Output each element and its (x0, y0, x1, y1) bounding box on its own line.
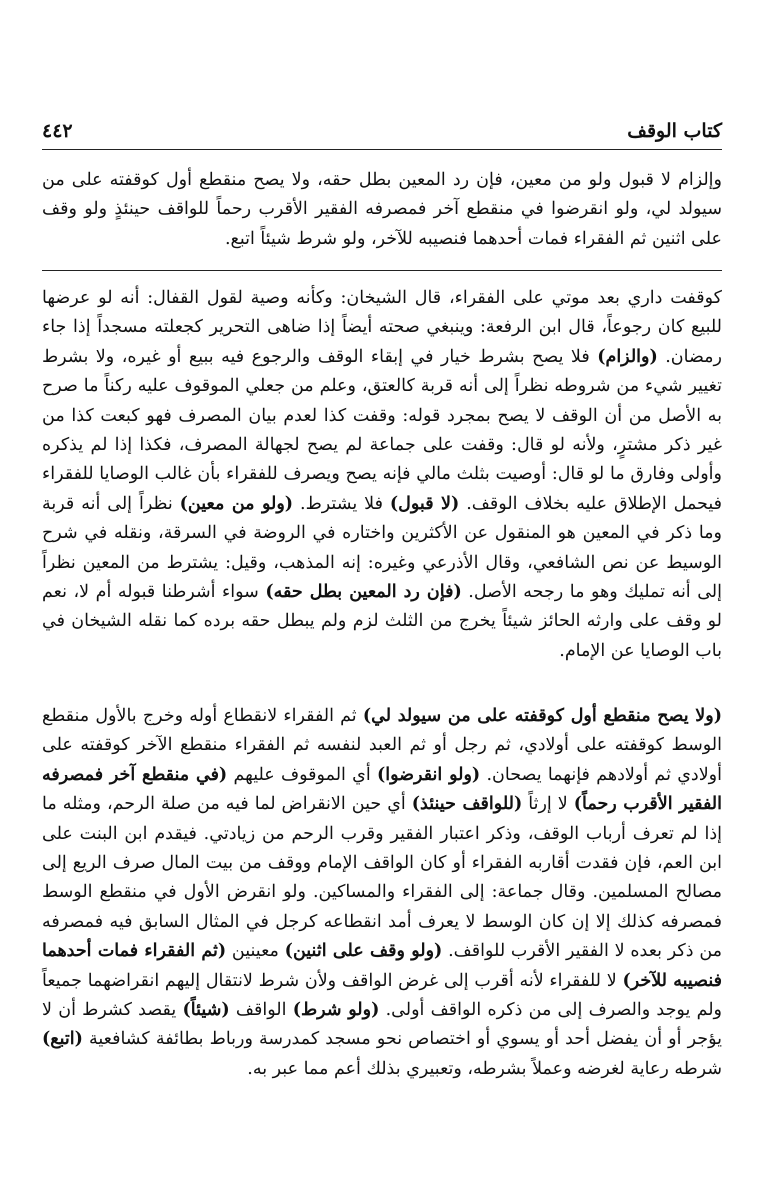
page-header (42, 118, 722, 144)
sharh-paragraph-2 (42, 702, 722, 1084)
matn-quote: (شيئاً) (182, 1000, 230, 1021)
matn-quote: (للواقف حينئذ) (411, 794, 523, 815)
sharh-block-1 (42, 284, 722, 666)
sharh-text: أي الموقوف عليهم (227, 764, 377, 785)
matn-quote: (والزام) (597, 346, 658, 367)
sharh-text: ثم الفقراء لانقطاع أوله وخرج بالأول منقطع الوسط كوقفته على أولادي، ثم رجل أو ثم العبد لنفسه ثم الفقراء منقطع الآخر كوقفته على أولادي ثم أولادهم فإنهما يصحان. (42, 706, 722, 785)
sharh-paragraph-1 (42, 284, 722, 666)
matn-quote: (ثم الفقراء فمات أحدهما فنصيبه للآخر) (42, 941, 722, 991)
matn-paragraph: وإلزام لا قبول ولو من معين، فإن رد المعين بطل حقه، ولا يصح منقطع أول كوقفته على من سيولد لي، ولو انقرضوا في منقطع آخر فمصرفه الفقير الأقرب رحماً للواقف حينئذٍ ولو وقف على اثنين ثم الفقراء فمات أحدهما فنصيبه للآخر، ولو شرط شيئاً اتبع. (42, 170, 722, 249)
sharh-text: نظراً إلى أنه قربة وما ذكر في المعين هو المنقول عن الأكثرين واختاره في الروضة في السرقة، ونقله في شرح الوسيط عن نص الشافعي، وقال الأذرعي وغيره: إنه المذهب، وقيل: يشترط من المعين نظراً إلى أنه تمليك وهو ما رجحه الأصل. (42, 493, 722, 603)
matn-quote: (لا قبول) (389, 493, 460, 514)
page-number: ٤٤٢ (42, 120, 73, 142)
sharh-text: معينين (226, 941, 285, 962)
sharh-text: فلا يشترط. (293, 493, 390, 514)
sharh-text: لا للفقراء لأنه أقرب إلى غرض الواقف ولأن شرط لانتقال إليهم انقراضهما جميعاً ولم يوجد والصرف إلى من ذكره الواقف أولى. (42, 970, 723, 1021)
header-rule (42, 149, 722, 150)
matn-quote: (ولا يصح منقطع أول كوقفته على من سيولد لي) (362, 706, 722, 726)
book-section-title: كتاب الوقف (627, 120, 722, 142)
matn-quote: (في منقطع آخر فمصرفه الفقير الأقرب رحماً) (42, 764, 722, 815)
sharh-text: فلا يصح بشرط خيار في إبقاء الوقف والرجوع فيه ببيع أو غيره، ولا بشرط تغيير شيء من شروطه نظراً إلى أنه قربة كالعتق، وعلم من جعلي الموقوف عليه ركناً ما صرح به الأصل من أن الوقف لا يصح بمجرد قوله: وقفت كذا لعدم بيان المصرف فهو كبعت كذا من غير ذكر مشترٍ، ولأنه لو قال: وقفت على جماعة لم يصح لجهالة المصرف، فكذا إذا لم يذكره وأولى وفارق ما لو قال: أوصيت بثلث مالي فإنه يصح ويصرف للفقراء بأن غالب الوصايا للفقراء فيحمل الإطلاق عليه بخلاف الوقف. (42, 346, 722, 514)
sharh-block-2 (42, 702, 722, 1084)
sharh-text: الواقف (229, 1000, 293, 1021)
matn-separator-rule (42, 270, 722, 271)
matn-quote: (فإن رد المعين بطل حقه) (265, 582, 462, 603)
sharh-text: سواء أشرطنا قبوله أم لا، نعم لو وقف على وارثه الحائز شيئاً يخرج من الثلث لزم ولم يبطل حقه برده كما نقله الشيخان في باب الوصايا عن الإمام. (42, 582, 722, 661)
matn-quote: (ولو وقف على اثنين) (284, 941, 443, 962)
sharh-text: أي حين الانقراض لما فيه من صلة الرحم، ومثله ما إذا لم تعرف أرباب الوقف، وذكر اعتبار الفقير وقرب الرحم من زيادتي. فيقدم ابن البنت على ابن العم، فإن فقدت أقاربه الفقراء أو كان الواقف الإمام ووقف من بيت المال صرف الريع إلى مصالح المسلمين. وقال جماعة: إلى الفقراء والمساكين. ولو انقرض الأول في منقطع الوسط فمصرفه كذلك إلا إن كان الوسط لا يعرف أمد انقطاعه كرجل في المثال السابق فيه فمصرفه من ذكر بعده لا الفقير الأقرب للواقف. (42, 794, 723, 962)
sharh-text: كوقفت داري بعد موتي على الفقراء، قال الشيخان: وكأنه وصية لقول القفال: أنه لو عرضها للبيع كان رجوعاً، قال ابن الرفعة: وينبغي صحته أيضاً إذا ضاهى التحرير كجعلته مسجداً إذا جاء رمضان. (42, 288, 722, 367)
matn-block (42, 166, 722, 254)
matn-quote: (اتبع) (42, 1029, 83, 1050)
sharh-text: لا إرثاً (522, 794, 574, 815)
sharh-text: يقصد كشرط أن لا يؤجر أو أن يفضل أحد أو يسوي أو اختصاص نحو مسجد كمدرسة ورباط بطائفة كشافعية (42, 1000, 722, 1050)
sharh-text: شرطه رعاية لغرضه وعملاً بشرطه، وتعبيري بذلك أعم مما عبر به. (247, 1058, 722, 1079)
matn-quote: (ولو من معين) (179, 493, 294, 514)
matn-quote: (ولو شرط) (292, 1000, 380, 1021)
matn-quote: (ولو انقرضوا) (377, 764, 481, 785)
